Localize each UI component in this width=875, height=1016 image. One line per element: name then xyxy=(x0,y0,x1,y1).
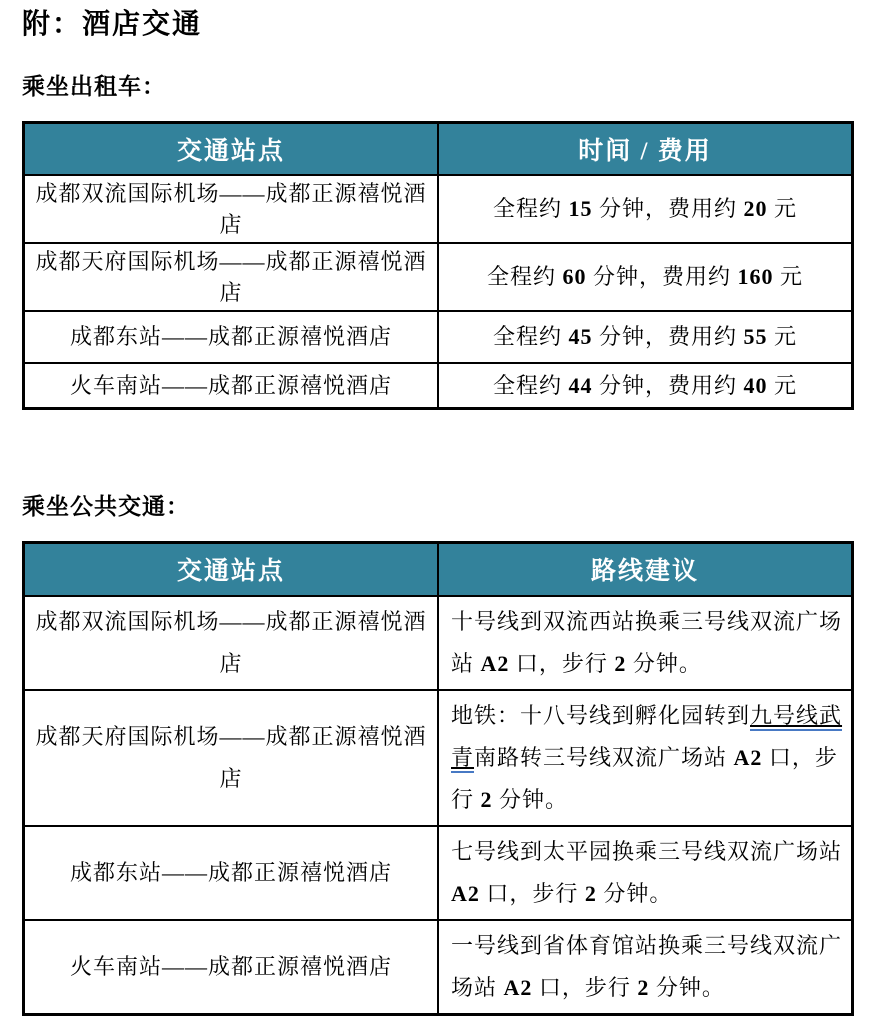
table-row xyxy=(24,596,853,690)
route-cell xyxy=(438,690,853,826)
bold-text: 55 xyxy=(743,324,768,349)
table-row xyxy=(24,920,853,1015)
station-cell: 成都天府国际机场——成都正源禧悦酒店 xyxy=(24,690,439,826)
station-cell: 成都天府国际机场——成都正源禧悦酒店 xyxy=(24,243,439,311)
text-segment: 一号线到省体育馆站换乘三号线双流 xyxy=(451,932,820,958)
text-segment: 分钟，费用约 xyxy=(586,264,738,289)
text-segment: 元 xyxy=(773,264,804,289)
text-segment: 全程约 xyxy=(492,196,569,221)
route-cell xyxy=(438,920,853,1015)
transit-table xyxy=(22,541,854,1016)
station-cell: 火车南站——成都正源禧悦酒店 xyxy=(24,920,439,1015)
bold-text: 2 xyxy=(584,880,597,906)
bold-text: 45 xyxy=(568,324,593,349)
table-row xyxy=(24,311,853,363)
text-segment: 全程约 xyxy=(492,372,569,398)
bold-text: A2 xyxy=(451,880,480,906)
bold-text: 160 xyxy=(737,264,774,289)
station-cell: 火车南站——成都正源禧悦酒店 xyxy=(24,363,439,409)
route-cell xyxy=(438,826,853,920)
text-segment: 分钟，费用约 xyxy=(592,196,744,221)
table-row xyxy=(24,826,853,920)
taxi-table-header-row xyxy=(24,123,853,175)
station-cell: 成都东站——成都正源禧悦酒店 xyxy=(24,311,439,363)
section-taxi-label: 乘坐出租车： xyxy=(22,74,166,99)
station-cell: 成都双流国际机场——成都正源禧悦酒店 xyxy=(24,175,439,243)
route-cell xyxy=(438,596,853,690)
text-segment: 口，步行 xyxy=(451,744,838,812)
table-row xyxy=(24,175,853,243)
text-segment: 广场站 xyxy=(451,932,843,1000)
table-row xyxy=(24,690,853,826)
text-segment: 分钟。 xyxy=(596,880,673,906)
bold-text: A2 xyxy=(480,650,510,676)
time-cost-cell xyxy=(438,311,853,363)
text-segment: 地铁：十八号线到孵化园转到 xyxy=(451,702,751,728)
text-segment: 元 xyxy=(767,196,798,221)
transit-header-route: 路线建议 xyxy=(438,543,853,596)
text-segment: 分钟。 xyxy=(626,650,702,676)
page-title: 附：酒店交通 xyxy=(22,9,203,40)
station-cell: 成都东站——成都正源禧悦酒店 xyxy=(24,826,439,920)
table-row xyxy=(24,363,853,409)
bold-text: 20 xyxy=(743,196,768,221)
taxi-header-station: 交通站点 xyxy=(24,123,439,175)
bold-text: 2 xyxy=(637,974,650,1000)
text-segment: 元 xyxy=(767,372,798,398)
text-segment: 南路转三号线双流广场站 xyxy=(474,744,734,770)
text-segment: 口，步行 xyxy=(479,880,585,906)
text-segment: 分钟。 xyxy=(492,786,569,812)
text-segment: 元 xyxy=(767,324,798,349)
taxi-header-time-cost: 时间 / 费用 xyxy=(438,123,853,175)
bold-text: 15 xyxy=(568,196,593,221)
bold-text: 2 xyxy=(480,786,493,812)
text-segment: 口，步行 xyxy=(509,650,615,676)
text-segment: 全程约 xyxy=(492,324,569,349)
bold-text: 60 xyxy=(562,264,587,289)
bold-text: 44 xyxy=(568,372,593,398)
taxi-table xyxy=(22,121,854,410)
text-segment: 七号线到太平园换乘三号线双流广场站 xyxy=(451,838,843,864)
underlined-text: 九号线武青 xyxy=(451,703,842,773)
time-cost-cell xyxy=(438,363,853,409)
station-cell: 成都双流国际机场——成都正源禧悦酒店 xyxy=(24,596,439,690)
section-transit-label: 乘坐公共交通： xyxy=(22,494,190,519)
bold-text: A2 xyxy=(733,744,763,770)
text-segment: 分钟，费用约 xyxy=(592,324,744,349)
text-segment: 分钟，费用约 xyxy=(592,372,744,398)
text-segment: 分钟。 xyxy=(649,974,725,1000)
table-row xyxy=(24,243,853,311)
text-segment: 口，步行 xyxy=(532,974,638,1000)
transit-table-header-row xyxy=(24,543,853,596)
time-cost-cell xyxy=(438,243,853,311)
time-cost-cell xyxy=(438,175,853,243)
bold-text: 2 xyxy=(614,650,627,676)
transit-header-station: 交通站点 xyxy=(24,543,439,596)
text-segment: 全程约 xyxy=(486,264,563,289)
bold-text: 40 xyxy=(743,372,768,398)
bold-text: A2 xyxy=(503,974,533,1000)
text-segment: 十号线到双流西站换乘三号线双流广场站 xyxy=(451,608,843,676)
